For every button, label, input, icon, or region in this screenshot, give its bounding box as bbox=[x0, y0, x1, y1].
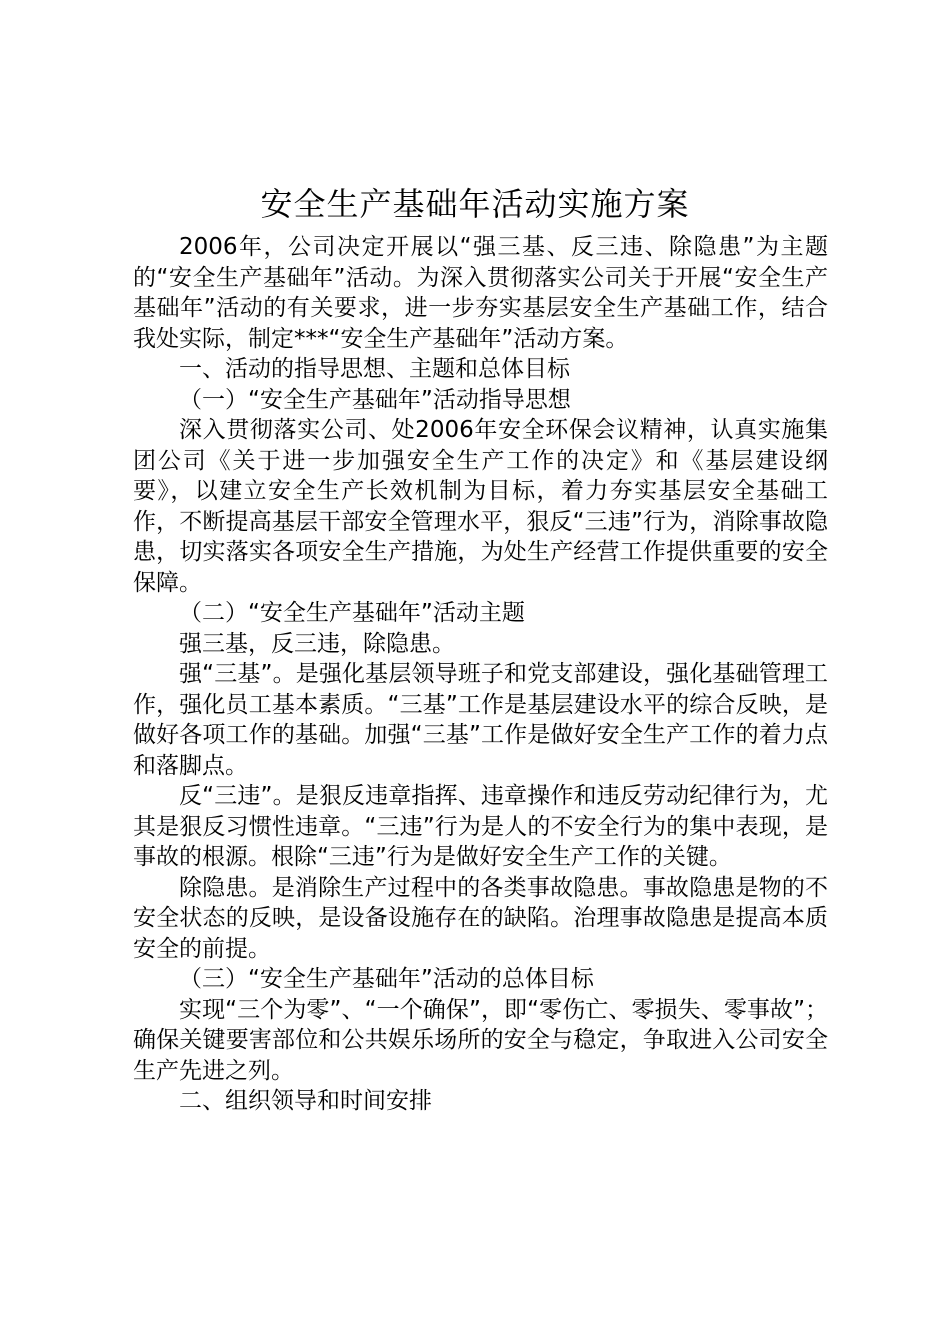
strengthen-three-basics-paragraph: 强“三基”。是强化基层领导班子和党支部建设，强化基础管理工作，强化员工基本素质。“三基”工作是基层建设水平的综合反映，是做好各项工作的基础。加强“三基”工作是做好安全生产工作的着力点和落脚点。 bbox=[133, 661, 828, 779]
eliminate-hazards-paragraph: 除隐患。是消除生产过程中的各类事故隐患。事故隐患是物的不安全状态的反映，是设备设施存在的缺陷。治理事故隐患是提高本质安全的前提。 bbox=[133, 874, 828, 962]
section-heading-2: 二、组织领导和时间安排 bbox=[179, 1088, 432, 1114]
section-heading-1: 一、活动的指导思想、主题和总体目标 bbox=[179, 356, 570, 382]
guiding-ideology-paragraph: 深入贯彻落实公司、处2006年安全环保会议精神，认真实施集团公司《关于进一步加强安全生产工作的决定》和《基层建设纲要》，以建立安全生产长效机制为目标，着力夯实基层安全基础工作，不断提高基层干部安全管理水平，狠反“三违”行为，消除事故隐患，切实落实各项安全生产措施，为处生产经营工作提供重要的安全保障。 bbox=[133, 417, 828, 596]
intro-paragraph: 2006年，公司决定开展以“强三基、反三违、除隐患”为主题的“安全生产基础年”活动。为深入贯彻落实公司关于开展“安全生产基础年”活动的有关要求，进一步夯实基层安全生产基础工作，结合我处实际，制定***“安全生产基础年”活动方案。 bbox=[133, 234, 828, 352]
document-body bbox=[133, 232, 828, 1117]
subsection-heading-1-3: （三）“安全生产基础年”活动的总体目标 bbox=[179, 966, 594, 992]
oppose-three-violations-paragraph: 反“三违”。是狠反违章指挥、违章操作和违反劳动纪律行为，尤其是狠反习惯性违章。“三违”行为是人的不安全行为的集中表现，是事故的根源。根除“三违”行为是做好安全生产工作的关键。 bbox=[133, 783, 828, 870]
subsection-heading-1-2: （二）“安全生产基础年”活动主题 bbox=[179, 600, 525, 626]
overall-goal-paragraph: 实现“三个为零”、“一个确保”，即“零伤亡、零损失、零事故”；确保关键要害部位和公共娱乐场所的安全与稳定，争取进入公司安全生产先进之列。 bbox=[133, 996, 828, 1084]
theme-paragraph: 强三基，反三违，除隐患。 bbox=[179, 630, 455, 657]
subsection-heading-1-1: （一）“安全生产基础年”活动指导思想 bbox=[179, 386, 571, 413]
document-title: 安全生产基础年活动实施方案 bbox=[260, 185, 690, 223]
